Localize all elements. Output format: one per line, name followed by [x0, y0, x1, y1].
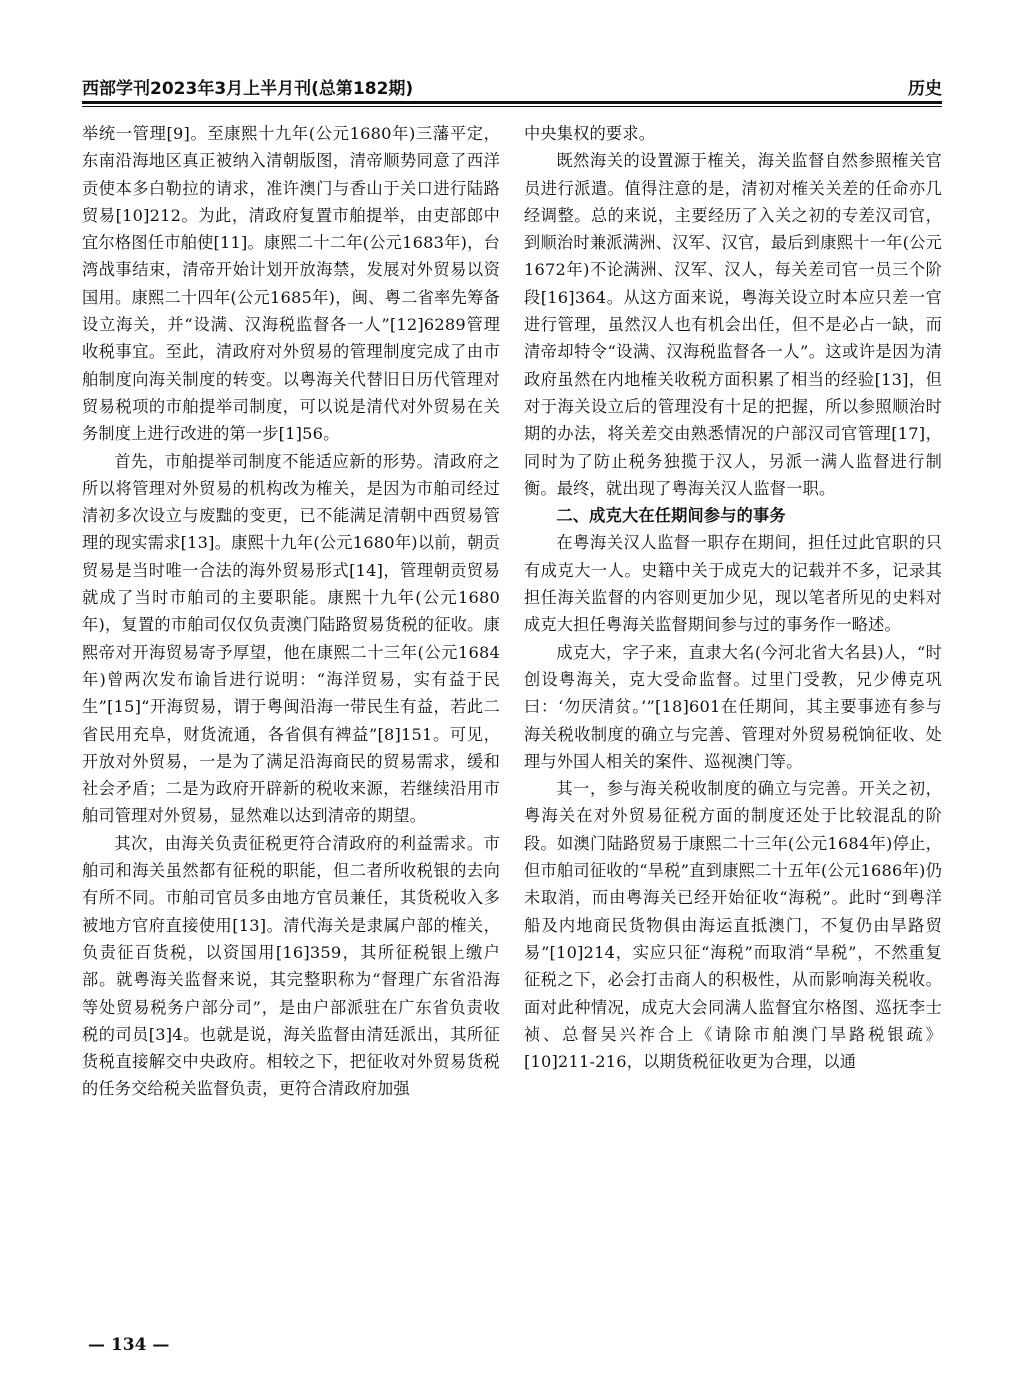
page-number: — 134 — — [88, 1335, 170, 1355]
page-header — [82, 72, 942, 102]
paragraph: 在粤海关汉人监督一职存在期间，担任过此官职的只有成克大一人。史籍中关于成克大的记载并不多，记录其担任海关监督的内容则更加少见，现以笔者所见的史料对成克大担任粤海关监督期间参与过的事务作一略述。 — [524, 533, 942, 635]
paragraph: 其次，由海关负责征税更符合清政府的利益需求。市舶司和海关虽然都有征税的职能，但二者所收税银的去向有所不同。市舶司官员多由地方官员兼任，其货税收入多被地方官府直接使用[13]。清代海关是隶属户部的榷关，负责征百货税，以资国用[16]359，其所征税银上缴户部。就粤海关监督来说，其完整职称为“督理广东省沿海等处贸易税务户部分司”，是由户部派驻在广东省负责收税的司员[3]4。也就是说，海关监督由清廷派出，其所征货税直接解交中央政府。相较之下，把征收对外贸易货税的任务交给税关监督负责，更符合清政府加强 — [82, 833, 500, 1099]
paragraph: 既然海关的设置源于榷关，海关监督自然参照榷关官员进行派遣。值得注意的是，清初对榷关关差的任命亦几经调整。总的来说，主要经历了入关之初的专差汉司官，到顺治时兼派满洲、汉军、汉官，最后到康熙十一年(公元1672年)不论满洲、汉军、汉人，每关差司官一员三个阶段[16]364。从这方面来说，粤海关设立时本应只差一官进行管理，虽然汉人也有机会出任，但不是必占一缺，而清帝却特令“设满、汉海税监督各一人”。这或许是因为清政府虽然在内地榷关收税方面积累了相当的经验[13]，但对于海关设立后的管理没有十足的把握，所以参照顺治时期的办法，将关差交由熟悉情况的户部汉司官管理[17]，同时为了防止税务独揽于汉人，另派一满人监督进行制衡。最终，就出现了粤海关汉人监督一职。 — [524, 151, 942, 498]
paragraph: 举统一管理[9]。至康熙十九年(公元1680年)三藩平定，东南沿海地区真正被纳入清朝版图，清帝顺势同意了西洋贡使本多白勒拉的请求，准许澳门与香山于关口进行陆路贸易[10]212。为此，清政府复置市舶提举，由吏部郎中宜尔格图任市舶使[11]。康熙二十二年(公元1683年)，台湾战事结束，清帝开始计划开放海禁，发展对外贸易以资国用。康熙二十四年(公元1685年)，闽、粤二省率先筹备设立海关，并“设满、汉海税监督各一人”[12]6289管理收税事宜。至此，清政府对外贸易的管理制度完成了由市舶制度向海关制度的转变。以粤海关代替旧日历代管理对贸易税项的市舶提举司制度，可以说是清代对外贸易在关务制度上进行改进的第一步[1]56。 — [82, 124, 500, 444]
right-column — [524, 120, 942, 1075]
header-rule-thick — [82, 101, 942, 104]
header-rule-thin — [82, 106, 942, 107]
section-heading: 二、成克大在任期间参与的事务 — [556, 506, 786, 526]
paragraph: 首先，市舶提举司制度不能适应新的形势。清政府之所以将管理对外贸易的机构改为榷关，是因为市舶司经过清初多次设立与废黜的变更，已不能满足清朝中西贸易管理的现实需求[13]。康熙十九年(公元1680年)以前，朝贡贸易是当时唯一合法的海外贸易形式[14]，管理朝贡贸易就成了当时市舶司的主要职能。康熙十九年(公元1680年)，复置的市舶司仅仅负责澳门陆路贸易货税的征收。康熙帝对开海贸易寄予厚望，他在康熙二十三年(公元1684年)曾两次发布谕旨进行说明：“海洋贸易，实有益于民生”[15]“开海贸易，谓于粤闽沿海一带民生有益，若此二省民用充阜，财货流通，各省俱有裨益”[8]151。可见，开放对外贸易，一是为了满足沿海商民的贸易需求，缓和社会矛盾；二是为政府开辟新的税收来源，若继续沿用市舶司管理对外贸易，显然难以达到清帝的期望。 — [82, 451, 500, 826]
left-column — [82, 120, 500, 1103]
paragraph: 成克大，字子来，直隶大名(今河北省大名县)人，“时创设粤海关，克大受命监督。过里门受教，兄少傅克巩曰：‘勿厌清贫。’”[18]601在任期间，其主要事迹有参与海关税收制度的确立与完善、管理对外贸易税饷征收、处理与外国人相关的案件、巡视澳门等。 — [524, 642, 942, 771]
journal-title: 西部学刊2023年3月上半月刊(总第182期) — [82, 79, 414, 99]
paragraph: 中央集权的要求。 — [524, 124, 656, 143]
paragraph: 其一，参与海关税收制度的确立与完善。开关之初，粤海关在对外贸易征税方面的制度还处于比较混乱的阶段。如澳门陆路贸易于康熙二十三年(公元1684年)停止，但市舶司征收的“旱税”直到康熙二十五年(公元1686年)仍未取消，而由粤海关已经开始征收“海税”。此时“到粤洋船及内地商民货物俱由海运直抵澳门，不复仍由旱路贸易”[10]214，实应只征“海税”而取消“旱税”，不然重复征税之下，必会打击商人的积极性，从而影响海关税收。面对此种情况，成克大会同满人监督宜尔格图、巡抚李士祯、总督吴兴祚合上《请除市舶澳门旱路税银疏》[10]211-216，以期货税征收更为合理，以通 — [524, 779, 942, 1072]
section-label: 历史 — [908, 79, 942, 99]
